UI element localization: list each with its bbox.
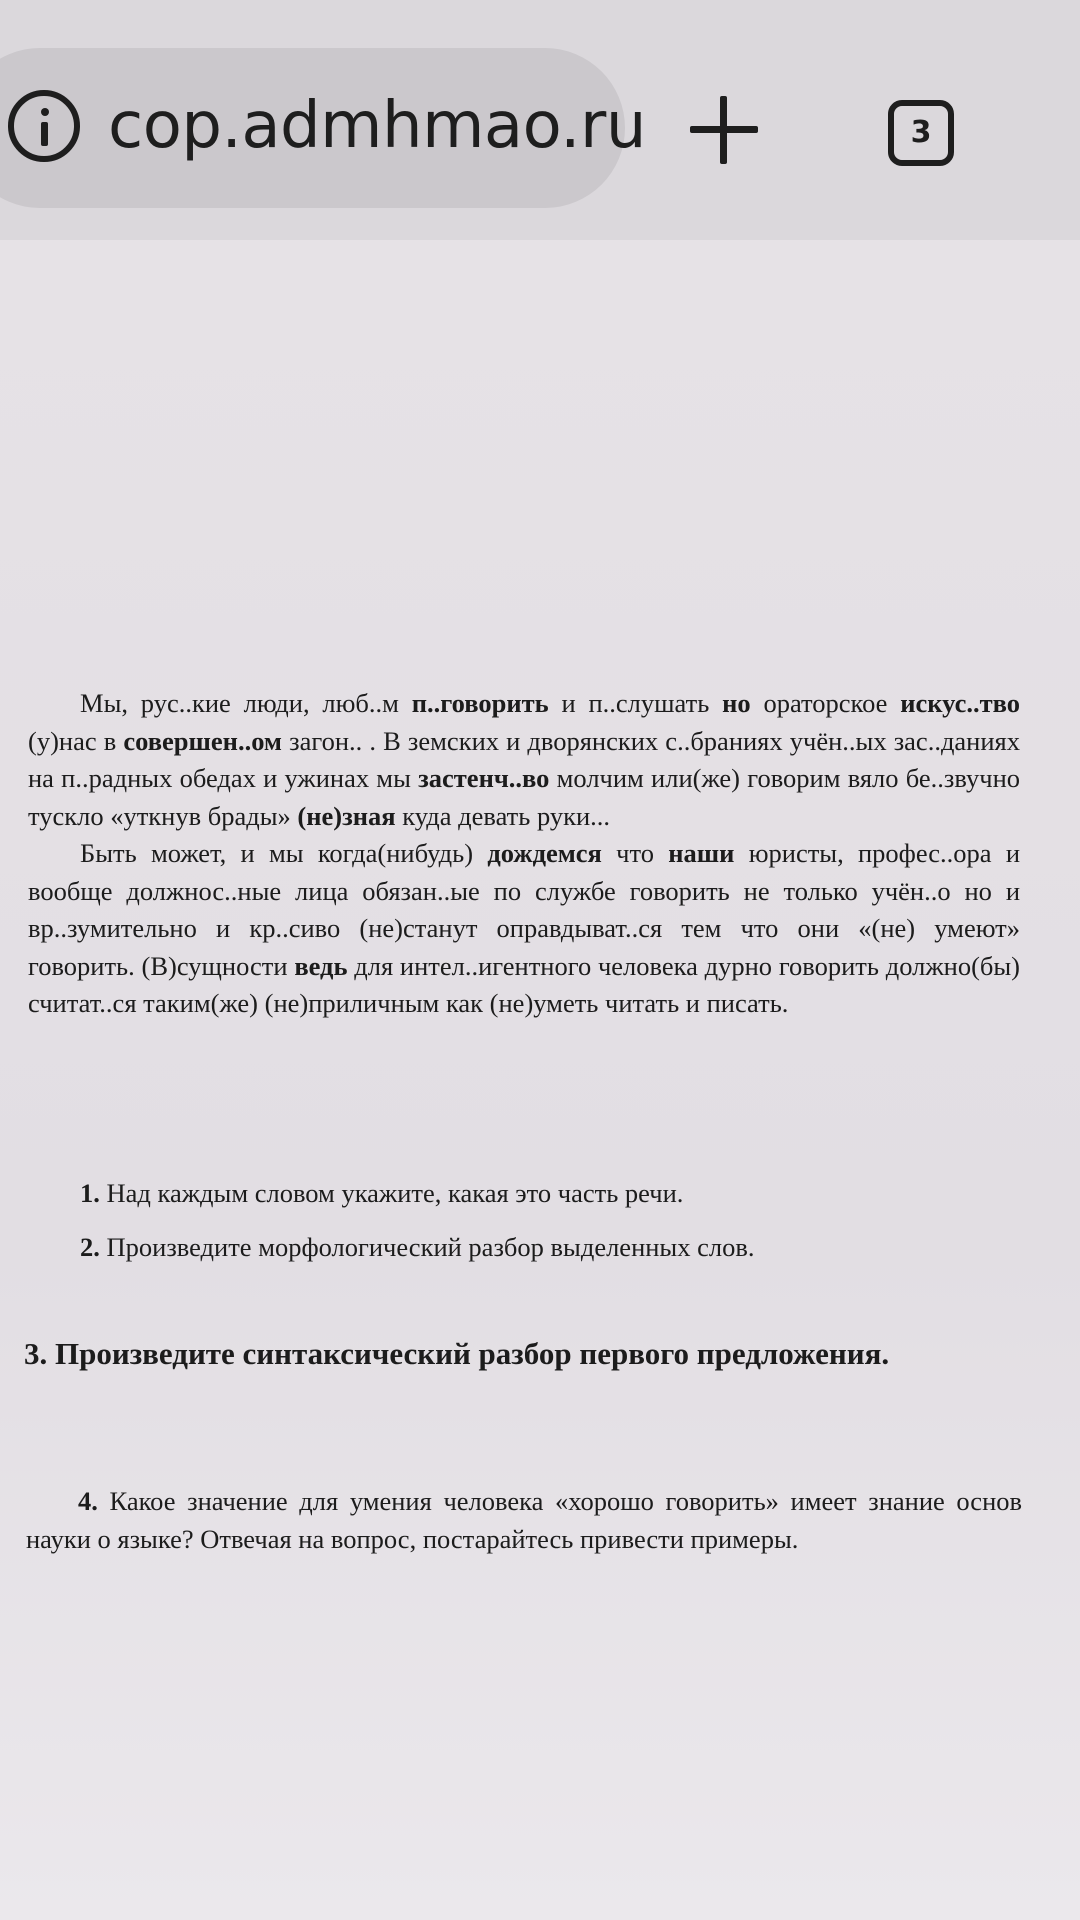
info-icon-stem [41, 122, 48, 146]
info-icon-dot [41, 108, 49, 116]
page-content [0, 240, 1080, 1920]
paragraph-1-highlighted-word: застенч..во [418, 763, 550, 793]
paragraph-1-text-run: загон.. . В земских и дворянских с..браниях учён..ых зас..даниях на п..радных обедах и ужинах мы [28, 725, 1020, 793]
paragraph-1-text-run: (у)нас в [28, 725, 124, 756]
task-3-text: Произведите синтаксический разбор первого предложения. [55, 1336, 890, 1371]
task-3-number: 3. [24, 1336, 48, 1371]
new-tab-button[interactable] [690, 96, 758, 164]
exercise-passage [28, 685, 1020, 1023]
plus-icon-stem [720, 96, 727, 164]
url-text[interactable]: cop.admhmao.ru [108, 89, 646, 163]
paragraph-1-text-run: ораторское [750, 688, 901, 718]
browser-toolbar [0, 0, 1080, 240]
paragraph-2-text-run: для интел..игентного человека дурно говорить должно(бы) считат..ся таким(же) (не)приличным как (не)уметь читать и писать. [28, 950, 1021, 1018]
paragraph-1-text-run: куда девать руки... [395, 800, 611, 831]
task-1 [80, 1178, 683, 1209]
paragraph-2-highlighted-word: ведь [294, 950, 348, 981]
passage-paragraph-2 [28, 835, 1020, 1023]
paragraph-2-highlighted-word: дождемся [487, 838, 602, 868]
paragraph-1-highlighted-word: но [722, 688, 751, 718]
task-3 [24, 1336, 889, 1372]
task-1-number: 1. [80, 1178, 100, 1208]
paragraph-2-text-run: Быть может, и мы когда(нибудь) [80, 838, 488, 868]
info-icon[interactable] [8, 90, 80, 162]
paragraph-2-highlighted-word: наши [668, 838, 735, 868]
paragraph-1-highlighted-word: п..говорить [411, 688, 549, 718]
task-1-text: Над каждым словом укажите, какая это часть речи. [106, 1178, 684, 1208]
paragraph-1-highlighted-word: искус..тво [900, 688, 1021, 718]
paragraph-1-highlighted-word: (не)зная [297, 800, 396, 831]
task-4-text: Какое значение для умения человека «хорошо говорить» имеет знание основ науки о языке? Отвечая на вопрос, постарайтесь привести примеры. [26, 1486, 1023, 1554]
task-2-number: 2. [80, 1232, 100, 1262]
paragraph-1-highlighted-word: совершен..ом [123, 725, 282, 756]
paragraph-2-text-run: что [601, 838, 669, 868]
tab-count-button[interactable]: 3 [888, 100, 954, 166]
passage-paragraph-1 [28, 685, 1020, 835]
paragraph-1-text-run: Мы, рус..кие люди, люб..м [80, 688, 412, 718]
task-4-number: 4. [78, 1486, 98, 1516]
paragraph-2-text-run: юристы, профес..ора и вообще должнос..ные лица обязан..ые по службе говорить не только учён..о но и вр..зумительно и кр..сиво (не)станут оправдыват..ся тем что они «(не) умеют» говорить. (В)сущности [28, 838, 1021, 981]
task-4 [26, 1482, 1022, 1558]
task-2 [80, 1232, 754, 1263]
paragraph-1-text-run: молчим или(же) говорим вяло бе..звучно тускло «уткнув брады» [28, 763, 1020, 831]
task-2-text: Произведите морфологический разбор выделенных слов. [106, 1232, 755, 1262]
paragraph-1-text-run: и п..слушать [548, 688, 723, 718]
